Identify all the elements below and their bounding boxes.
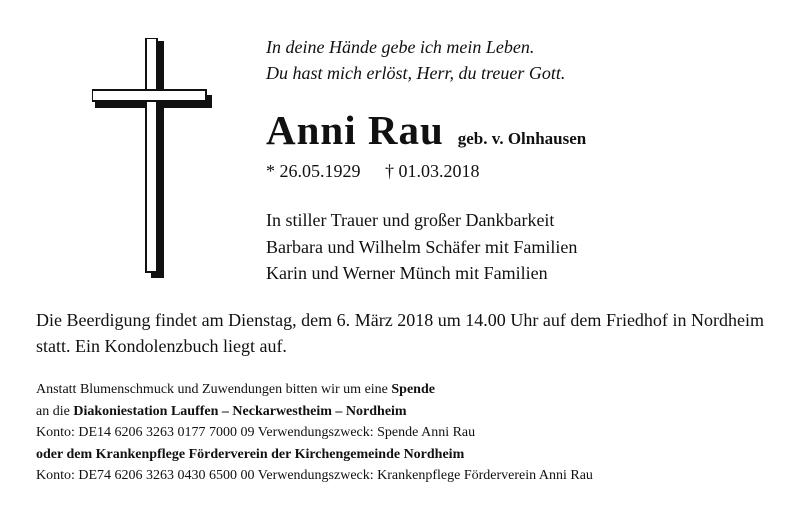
birth-name: geb. v. Olnhausen <box>457 129 587 148</box>
bible-verse <box>266 34 565 86</box>
mourners-line-2: Barbara und Wilhelm Schäfer mit Familien <box>266 236 578 257</box>
donation-intro-bold: Spende <box>391 382 435 397</box>
verse-line-1: In deine Hände gebe ich mein Leben. <box>266 37 535 57</box>
deceased-name-row <box>266 106 586 154</box>
death-date: † 01.03.2018 <box>385 161 480 181</box>
deceased-name: Anni Rau <box>266 107 444 153</box>
donation-block <box>36 379 593 487</box>
birth-date: * 26.05.1929 <box>266 161 361 181</box>
verse-line-2: Du hast mich erlöst, Herr, du treuer Gott. <box>266 63 566 83</box>
donation-recipient-1-line <box>36 401 593 423</box>
funeral-notice: Die Beerdigung findet am Dienstag, dem 6. März 2018 um 14.00 Uhr auf dem Friedhof in Nordheim statt. Ein Kondolenzbuch liegt auf. <box>36 310 764 356</box>
mourners-line-3: Karin und Werner Münch mit Familien <box>266 263 548 283</box>
recipient-1: Diakoniestation Lauffen – Neckarwestheim – Nordheim <box>73 403 407 419</box>
donation-intro: Anstatt Blumenschmuck und Zuwendungen bitten wir um eine <box>36 382 388 397</box>
cross-icon <box>92 38 212 278</box>
recipient-2: oder dem Krankenpflege Förderverein der Kirchengemeinde Nordheim <box>36 446 465 462</box>
account-1: Konto: DE14 6206 3263 0177 7000 09 Verwendungszweck: Spende Anni Rau <box>36 425 476 440</box>
life-dates <box>266 161 480 182</box>
account-2: Konto: DE74 6206 3263 0430 6500 00 Verwendungszweck: Krankenpflege Förderverein Anni Rau <box>36 468 593 483</box>
donation-intro-line <box>36 379 593 401</box>
mourners-block <box>266 207 577 287</box>
recipient-1-prefix: an die <box>36 403 70 419</box>
mourners-line-1: In stiller Trauer und großer Dankbarkeit <box>266 210 555 230</box>
